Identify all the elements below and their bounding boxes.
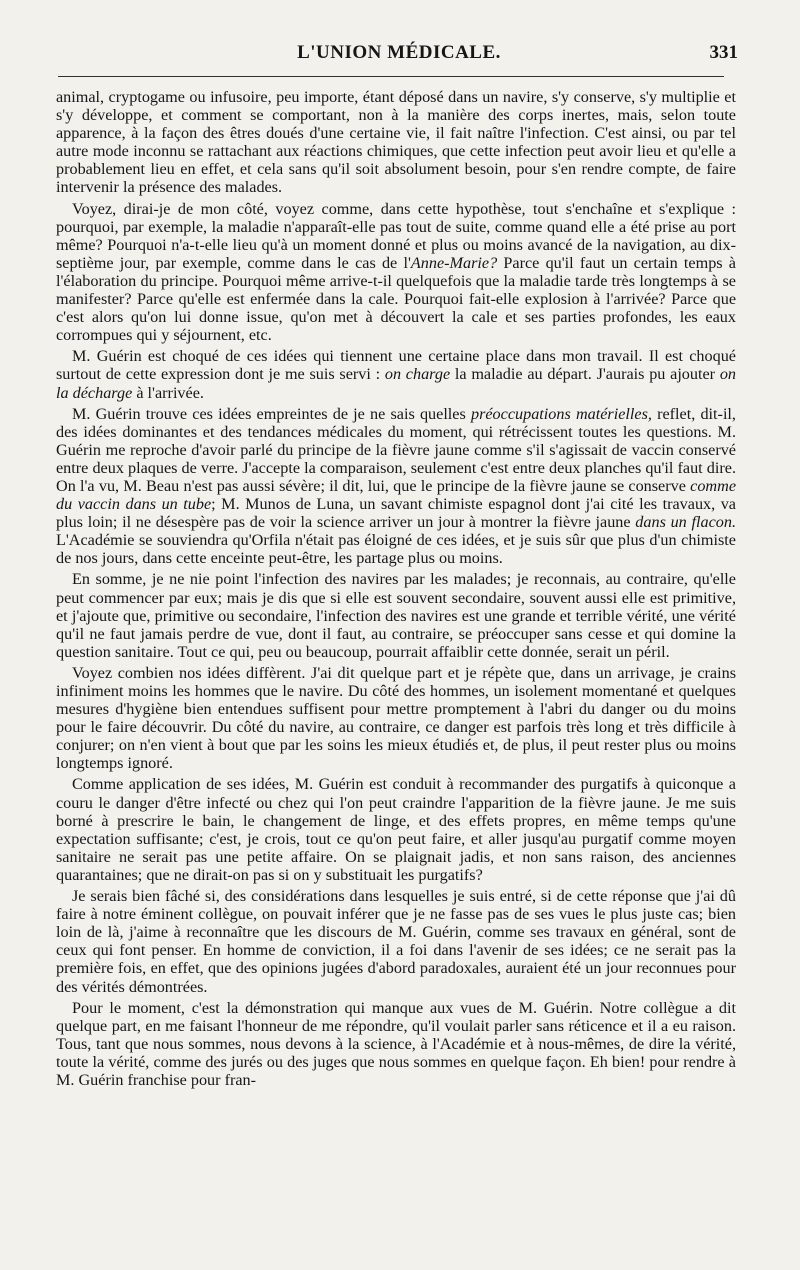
paragraph-4-part-b: reflet, dit-il, des idées dominantes et des tendances médicales du moment, qui rétrécissent toutes les questions. M. Guérin me reproche d'avoir parlé du principe de la fièvre jaune comme s'il s'agissait de vaccin conservé entre deux plaques de verre. J'accepte la comparaison, seulement c'est entre deux planches qu'il faut dire. On l'a vu, M. Beau n'est pas aussi sévère; il dit, lui, que le principe de la fièvre jaune se conserve	[56, 404, 736, 495]
page-header	[58, 42, 740, 66]
body-text	[56, 88, 736, 1092]
running-title: L'UNION MÉDICALE.	[297, 42, 501, 63]
paragraph-4	[56, 405, 736, 568]
paragraph-3-italic-2: on la décharge	[56, 365, 737, 402]
paragraph-2	[56, 200, 736, 345]
paragraph-7: Comme application de ses idées, M. Guérin est conduit à recommander des purgatifs à quiconque a couru le danger d'être infecté ou chez qui l'on peut craindre l'apparition de la fièvre jaune. Je me suis borné à prescrire le bain, le changement de linge, et des effets propres, en même temps qu'une expectation suffisante; c'est, je crois, tout ce qu'on peut faire, et aller jusqu'au purgatif comme moyen sanitaire ne serait pas une petite affaire. On se plaignait jadis, et non sans raison, des anciennes quarantaines; que ne dirait-on pas si on y substituait les purgatifs?	[56, 775, 736, 884]
paragraph-1: animal, cryptogame ou infusoire, peu importe, étant déposé dans un navire, s'y conserve, s'y multiplie et s'y développe, et comment se comportant, non à la manière des corps inertes, mais, selon toute apparence, à la façon des êtres doués d'une certaine vie, il fait naître l'infection. C'est ainsi, ou par tel autre mode inconnu se rattachant aux réactions chimiques, que cette infection peut avoir lieu et qu'elle a probablement lieu en effet, et cela sans qu'il soit absolument besoin, pour s'en rendre compte, de faire intervenir la présence des malades.	[56, 88, 736, 197]
page-number: 331	[709, 42, 738, 63]
paragraph-2-part-b: Parce qu'il faut un certain temps à l'élaboration du principe. Pourquoi même arrive-t-il quelquefois que la maladie tarde très longtemps à se manifester? Parce qu'elle est enfermée dans la cale. Pourquoi fait-elle explosion à l'arrivée? Parce que c'est alors qu'on lui donne issue, qu'on met à découvert la cale et ses parties profondes, les eaux corrompues qui y séjournent, etc.	[56, 253, 736, 345]
paragraph-3-italic-1: on charge	[384, 365, 451, 384]
paragraph-6: Voyez combien nos idées diffèrent. J'ai dit quelque part et je répète que, dans un arrivage, je crains infiniment moins les hommes que le navire. Du côté des hommes, un isolement momentané et quelques mesures d'hygiène bien entendues suffisent pour mettre promptement à l'abri du danger ou du moins pour le faire découvrir. Du côté du navire, au contraire, ce danger est parfois très long et très difficile à conjurer; on n'en vient à bout que par les soins les mieux étudiés et, de plus, il peut rester plus ou moins longtemps ignoré.	[56, 663, 736, 773]
paragraph-3-part-a: M. Guérin est choqué de ces idées qui tiennent une certaine place dans mon travail. Il est choqué surtout de cette expression dont je me suis servi :	[56, 347, 736, 384]
paragraph-3-part-c: à l'arrivée.	[132, 383, 204, 402]
paragraph-2-part-a: Voyez, dirai-je de mon côté, voyez comme, dans cette hypothèse, tout s'enchaîne et s'explique : pourquoi, par exemple, la maladie n'apparaît-elle pas tout de suite, comme quand elle a été prise au port même? Pourquoi n'a-t-elle lieu qu'à un moment donné et plus ou moins avancé de la navigation, au dix-septième jour, par exemple, comme dans le cas de l'	[56, 199, 736, 272]
paragraph-9: Pour le moment, c'est la démonstration qui manque aux vues de M. Guérin. Notre collègue a dit quelque part, en me faisant l'honneur de me répondre, qu'il voulait parler sans réticence et il a eu raison. Tous, tant que nous sommes, nous devons à la science, à l'Académie et à nous-mêmes, de dire la vérité, toute la vérité, comme des jurés ou des juges que nous sommes en quelque façon. Eh bien! pour rendre à M. Guérin franchise pour fran-	[56, 998, 736, 1089]
paragraph-8: Je serais bien fâché si, des considérations dans lesquelles je suis entré, si de cette réponse que j'ai dû faire à notre éminent collègue, on pouvait inférer que je ne fasse pas de ses vues le plus juste cas; bien loin de là, j'aime à reconnaître que les discours de M. Guérin, comme ses travaux en général, sont de ceux qui font penser. En homme de conviction, il a foi dans l'avenir de ses idées; ce ne serait pas la première fois, en effet, que des opinions jugées d'abord paradoxales, auraient été un jour reconnues pour des vérités démontrées.	[56, 887, 736, 996]
paragraph-3-part-b: la maladie au départ. J'aurais pu ajouter	[450, 365, 720, 384]
paragraph-4-part-d: L'Académie se souviendra qu'Orfila n'était pas éloigné de ces idées, et je suis sûr que plus d'un chimiste de nos jours, dans cette enceinte peut-être, les partage plus ou moins.	[56, 531, 736, 568]
paragraph-4-part-c: ; M. Munos de Luna, un savant chimiste espagnol dont j'ai cité les travaux, va plus loin; il ne désespère pas de voir la science arriver un jour à montrer la fièvre jaune	[56, 495, 736, 532]
header-rule	[58, 76, 724, 77]
paragraph-2-italic-1: Anne-Marie?	[410, 253, 498, 272]
paragraph-3	[56, 347, 736, 401]
paragraph-4-italic-3: dans un flacon.	[635, 513, 736, 532]
paragraph-4-part-a: M. Guérin trouve ces idées empreintes de je ne sais quelles	[72, 404, 471, 423]
paragraph-5: En somme, je ne nie point l'infection des navires par les malades; je reconnais, au contraire, qu'elle peut commencer par eux; mais je dis que si elle est souvent secondaire, souvent aussi elle est primitive, et j'ajoute que, primitive ou secondaire, l'infection des navires est une grande et terrible vérité, une vérité qu'il ne faut jamais perdre de vue, dont il faut, au contraire, se préoccuper sans cesse et qui domine la question sanitaire. Tout ce qui, peu ou beaucoup, pourrait affaiblir cette donnée, serait un péril.	[56, 570, 736, 661]
paragraph-4-italic-2: comme du vaccin dans un tube	[56, 476, 736, 514]
paragraph-4-italic-1: préoccupations matérielles,	[470, 404, 652, 423]
